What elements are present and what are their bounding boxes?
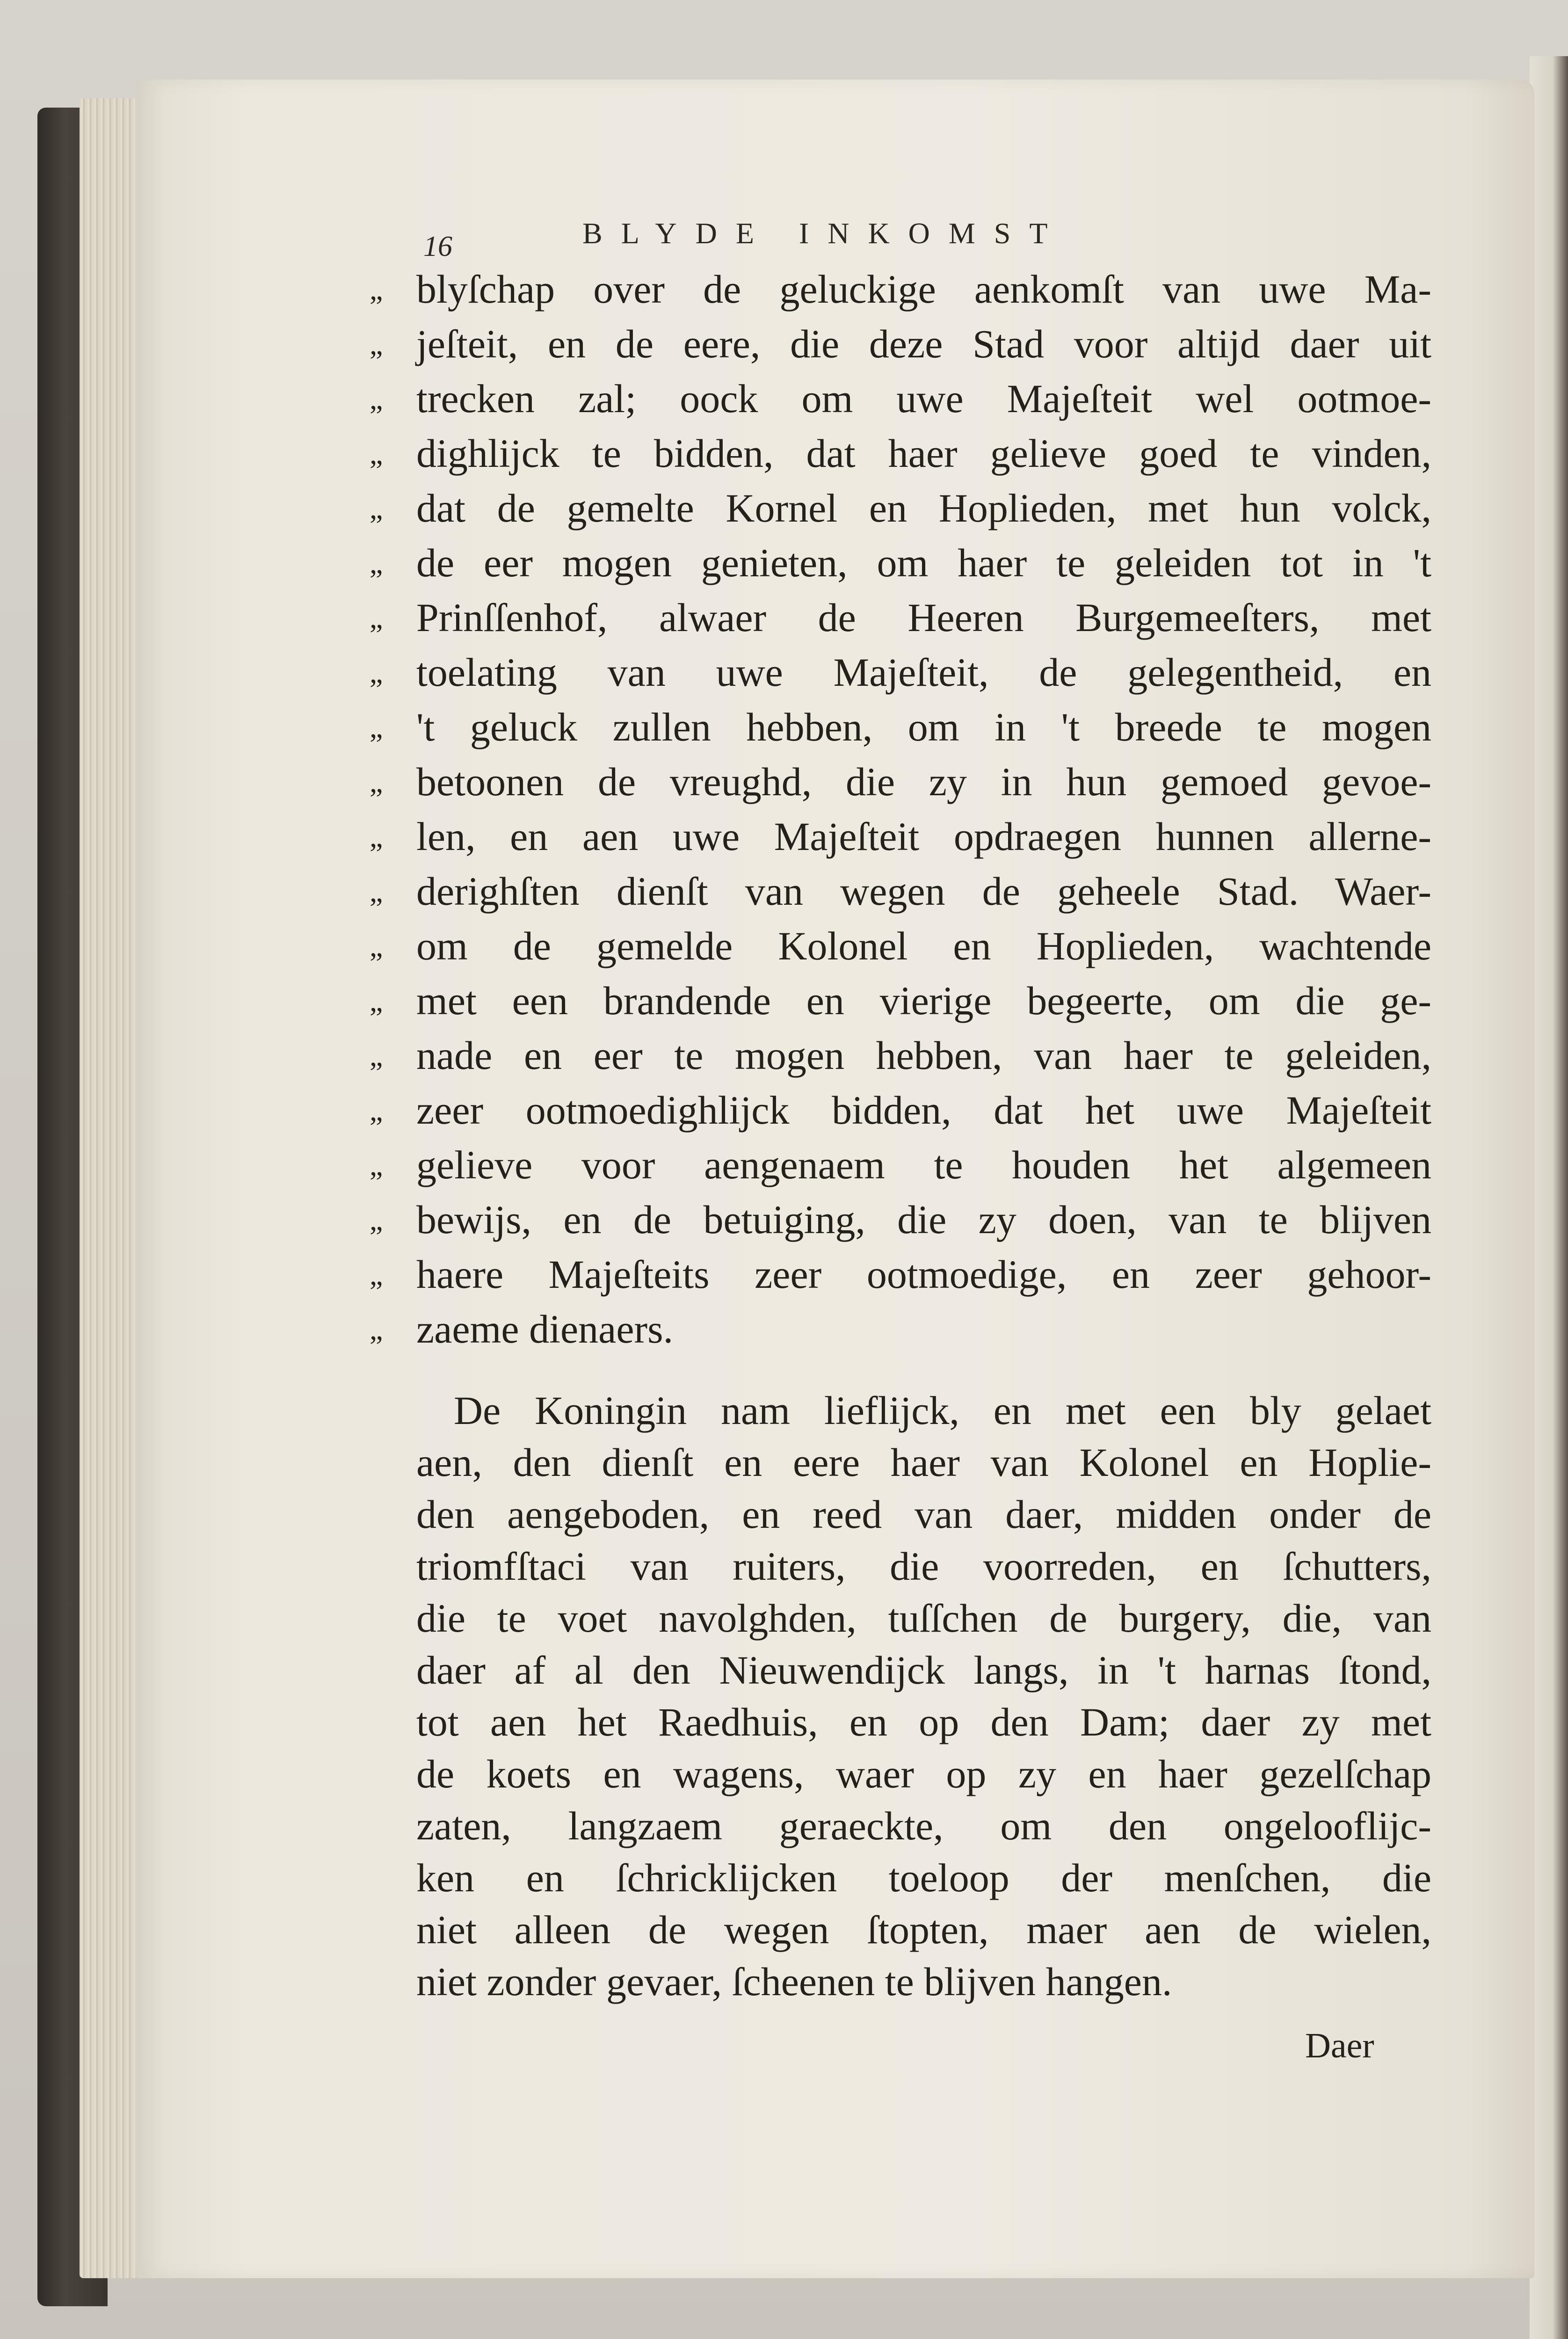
quote-mark: „ <box>370 1313 383 1346</box>
quoted-line-text: blyſchap over de geluckige aenkomſt van uwe Ma- <box>416 267 1431 312</box>
quoted-line <box>370 973 1431 1028</box>
quoted-line <box>370 755 1431 809</box>
quoted-line <box>370 536 1431 590</box>
quoted-line <box>370 645 1431 700</box>
quoted-line <box>370 1028 1431 1083</box>
quoted-line-text: om de gemelde Kolonel en Hoplieden, wachtende <box>416 923 1431 968</box>
quoted-line-text: zeer ootmoedighlijck bidden, dat het uwe Majeſteit <box>416 1088 1431 1133</box>
paragraph-line: ken en ſchricklijcken toeloop der menſchen, die <box>416 1855 1431 1900</box>
quoted-line-text: 't geluck zullen hebben, om in 't breede te mogen <box>416 705 1431 749</box>
text-block <box>370 262 1431 2008</box>
quoted-line-text: dighlijck te bidden, dat haer gelieve goed te vinden, <box>416 431 1431 476</box>
paragraph-line: daer af al den Nieuwendijck langs, in 't harnas ſtond, <box>416 1648 1431 1693</box>
quoted-line <box>370 1192 1431 1247</box>
quoted-line <box>370 590 1431 645</box>
page-header <box>423 216 1265 268</box>
quoted-line <box>370 809 1431 864</box>
quoted-line <box>370 1302 1431 1357</box>
quote-mark: „ <box>370 382 383 415</box>
quoted-line <box>370 864 1431 919</box>
paragraph-line: triomfſtaci van ruiters, die voorreden, en ſchutters, <box>416 1544 1431 1589</box>
paragraph-line: aen, den dienſt en eere haer van Kolonel en Hoplie- <box>416 1440 1431 1485</box>
quote-mark: „ <box>370 875 383 908</box>
quoted-line-text: dat de gemelte Kornel en Hoplieden, met hun volck, <box>416 486 1431 530</box>
quote-mark: „ <box>370 437 383 470</box>
catchword: Daer <box>1305 2026 1374 2065</box>
quote-mark: „ <box>370 273 383 306</box>
quoted-line-text: trecken zal; oock om uwe Majeſteit wel ootmoe- <box>416 376 1431 421</box>
quoted-line-text: toelating van uwe Majeſteit, de gelegentheid, en <box>416 650 1431 695</box>
narrative-paragraph <box>370 1385 1431 2008</box>
quoted-line-text: bewijs, en de betuiging, die zy doen, van te blijven <box>416 1197 1431 1242</box>
quote-mark: „ <box>370 327 383 361</box>
paragraph-line: die te voet navolghden, tuſſchen de burgery, die, van <box>416 1596 1431 1641</box>
running-head: BLYDE INKOMST <box>582 217 1067 250</box>
quoted-line-text: len, en aen uwe Majeſteit opdraegen hunnen allerne- <box>416 814 1431 859</box>
page-edges <box>80 98 140 2278</box>
paragraph-gap <box>370 1357 1431 1385</box>
quoted-line <box>370 1138 1431 1192</box>
paragraph-line: De Koningin nam lieflijck, en met een bly gelaet <box>454 1388 1431 1433</box>
paragraph-line: den aengeboden, en reed van daer, midden onder de <box>416 1492 1431 1537</box>
quote-mark: „ <box>370 820 383 853</box>
quoted-line-text: nade en eer te mogen hebben, van haer te geleiden, <box>416 1033 1431 1078</box>
paragraph-line: niet zonder gevaer, ſcheenen te blijven hangen. <box>416 1959 1172 2004</box>
page-number: 16 <box>423 231 452 262</box>
quote-mark: „ <box>370 1094 383 1127</box>
quoted-line <box>370 317 1431 371</box>
quoted-speech <box>370 262 1431 1357</box>
quote-mark: „ <box>370 765 383 799</box>
quoted-line <box>370 1083 1431 1138</box>
quoted-line-text: Prinſſenhof, alwaer de Heeren Burgemeeſters, met <box>416 595 1431 640</box>
quoted-line-text: gelieve voor aengenaem te houden het algemeen <box>416 1142 1431 1187</box>
quote-mark: „ <box>370 984 383 1017</box>
paragraph-line: zaten, langzaem geraeckte, om den ongelooflijc- <box>416 1803 1431 1848</box>
paragraph-line: de koets en wagens, waer op zy en haer gezelſchap <box>416 1751 1431 1796</box>
quoted-line <box>370 1247 1431 1302</box>
quote-mark: „ <box>370 1203 383 1236</box>
quote-mark: „ <box>370 1039 383 1072</box>
quoted-line <box>370 481 1431 536</box>
quoted-line-text: betoonen de vreughd, die zy in hun gemoed gevoe- <box>416 759 1431 804</box>
quote-mark: „ <box>370 546 383 580</box>
quote-mark: „ <box>370 711 383 744</box>
quoted-line-text: jeſteit, en de eere, die deze Stad voor altijd daer uit <box>416 321 1431 366</box>
facing-page-edge <box>1530 56 1568 2339</box>
quoted-line <box>370 371 1431 426</box>
paragraph-line: niet alleen de wegen ſtopten, maer aen de wielen, <box>416 1907 1431 1952</box>
quoted-line <box>370 700 1431 755</box>
quote-mark: „ <box>370 492 383 525</box>
quoted-line <box>370 426 1431 481</box>
quoted-line <box>370 262 1431 317</box>
quote-mark: „ <box>370 1258 383 1291</box>
quoted-line <box>370 919 1431 973</box>
quote-mark: „ <box>370 656 383 689</box>
quote-mark: „ <box>370 1148 383 1182</box>
quoted-line-text: haere Majeſteits zeer ootmoedige, en zeer gehoor- <box>416 1252 1431 1297</box>
paragraph-line: tot aen het Raedhuis, en op den Dam; daer zy met <box>416 1700 1431 1744</box>
quoted-line-text: derighſten dienſt van wegen de geheele Stad. Waer- <box>416 869 1431 914</box>
quote-mark: „ <box>370 601 383 634</box>
quoted-line-text: zaeme dienaers. <box>416 1307 674 1351</box>
quote-mark: „ <box>370 930 383 963</box>
quoted-line-text: met een brandende en vierige begeerte, om die ge- <box>416 978 1431 1023</box>
quoted-line-text: de eer mogen genieten, om haer te geleiden tot in 't <box>416 540 1431 585</box>
